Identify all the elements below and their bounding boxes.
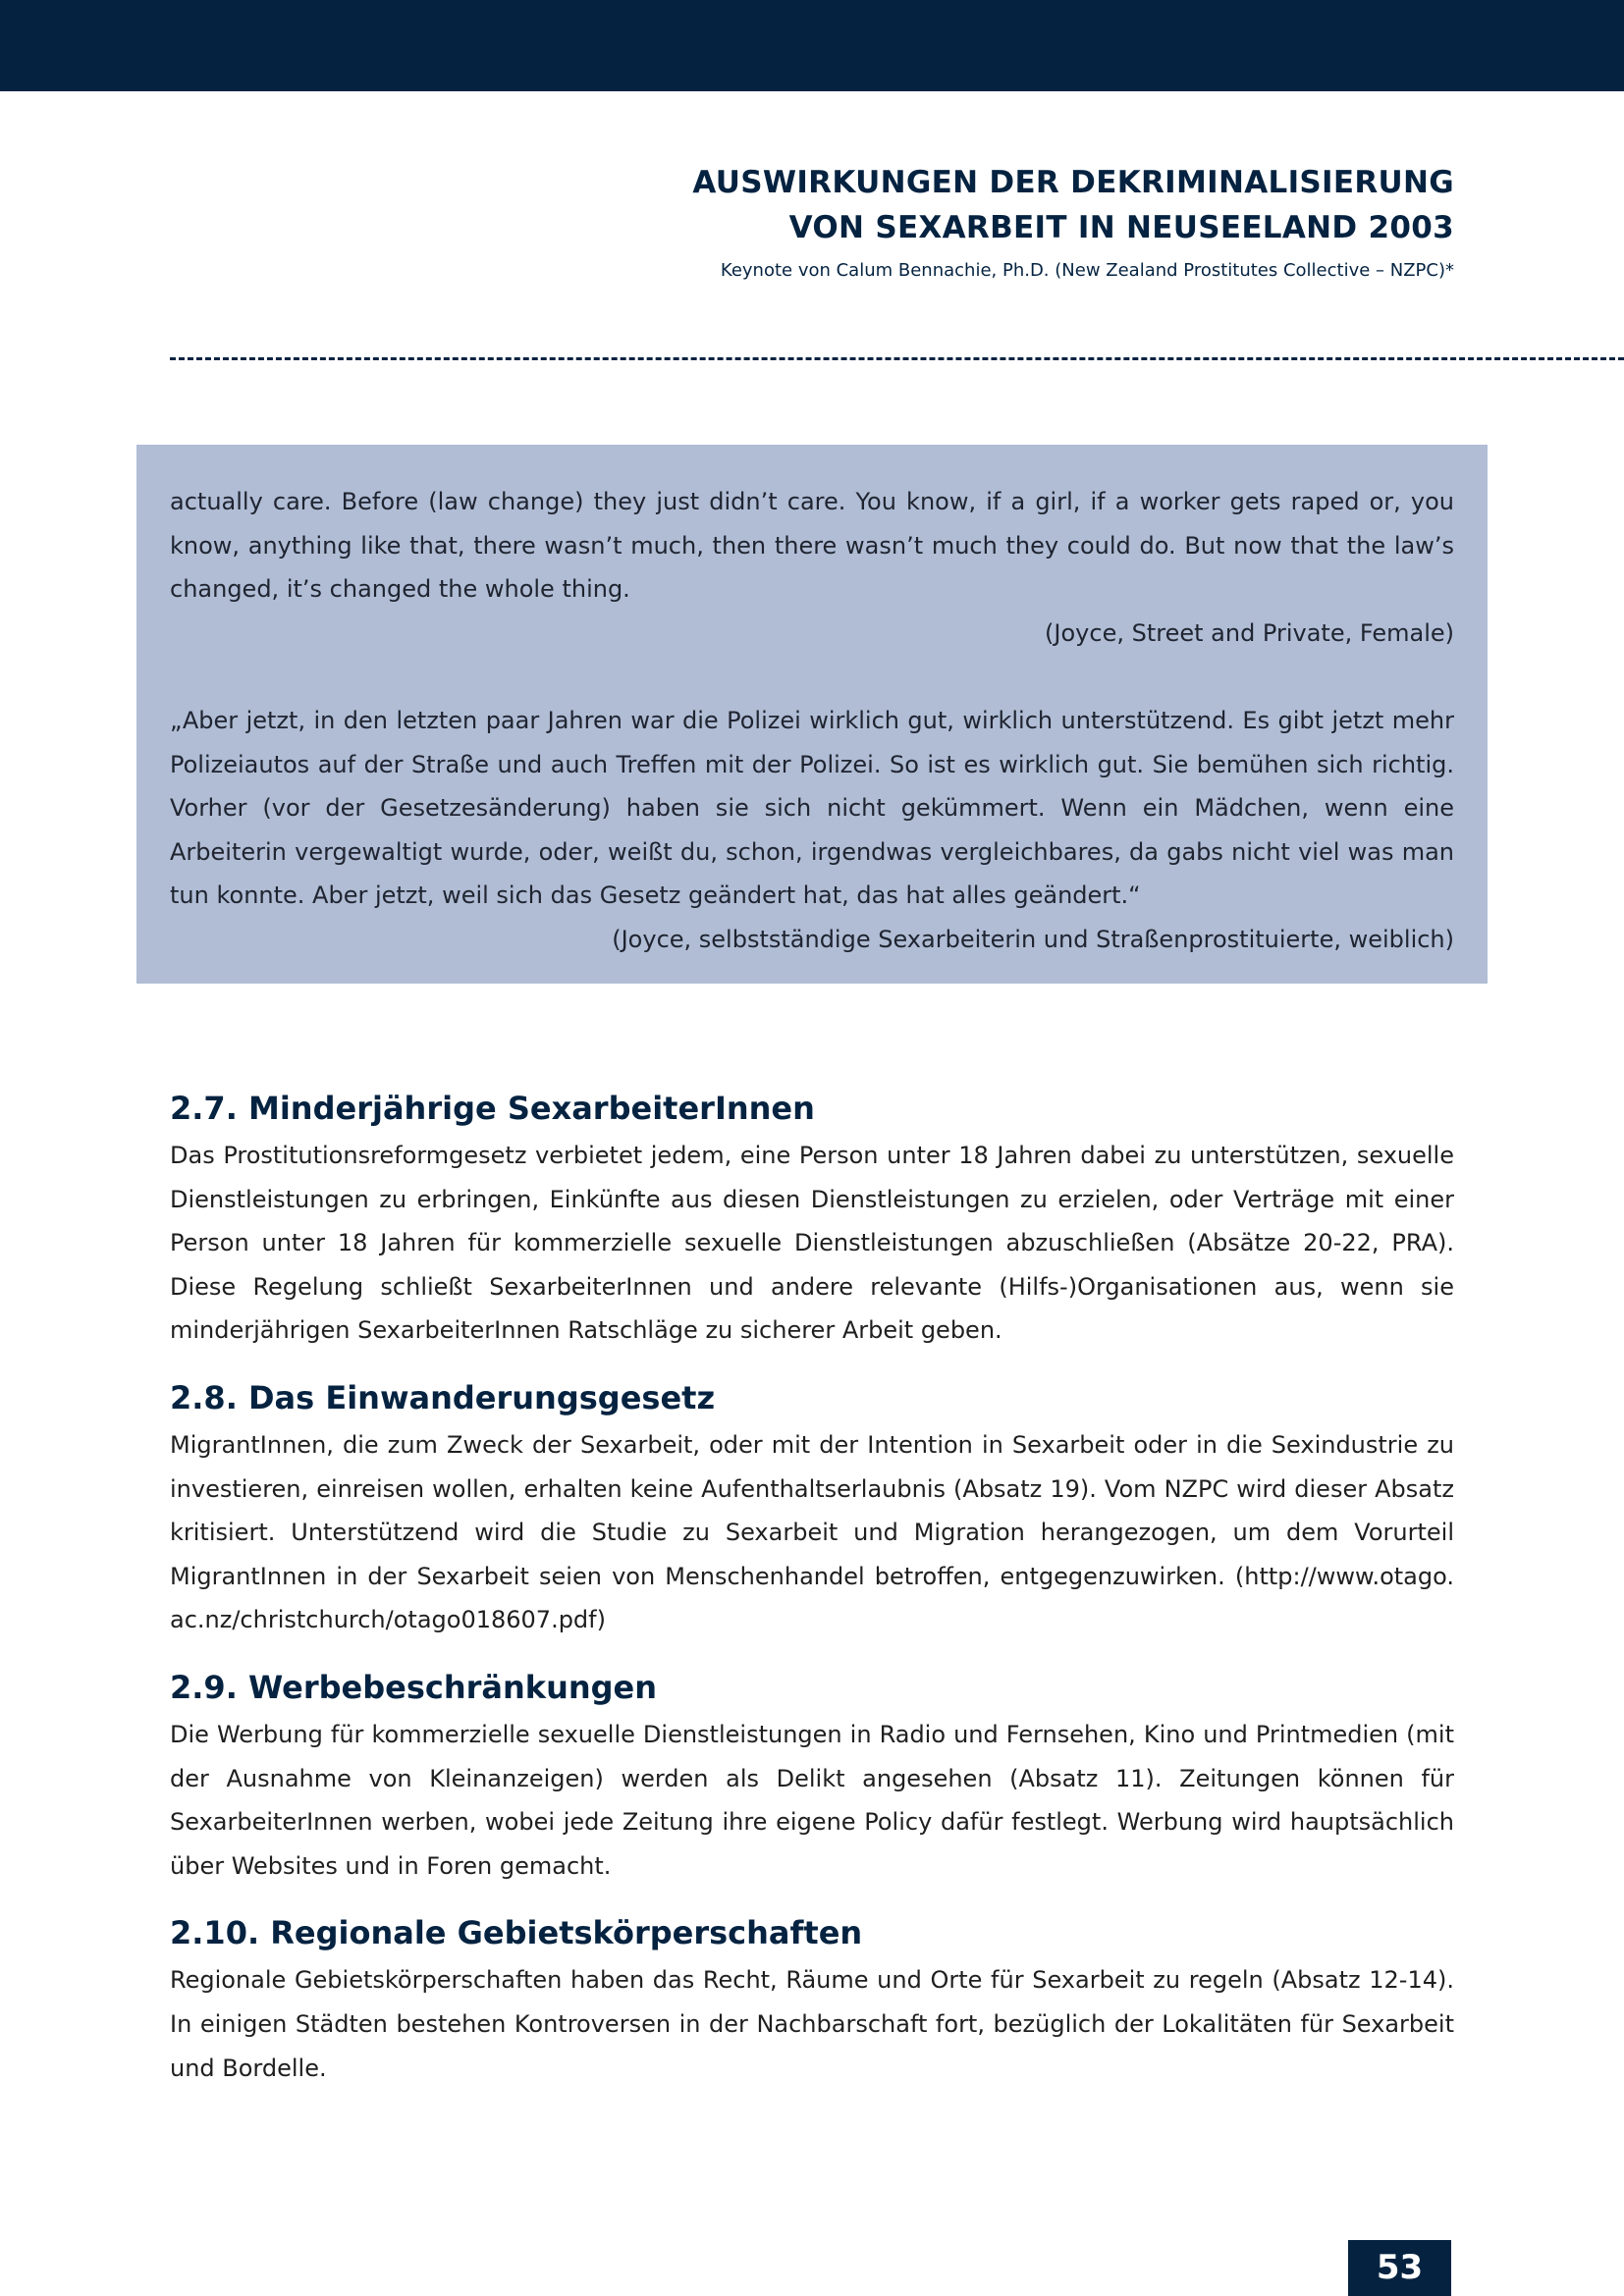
page-number: 53 [1348, 2240, 1451, 2296]
quote-german-text: „Aber jetzt, in den letzten paar Jahren war die Polizei wirklich gut, wirklich unterstützend. Es gibt jetzt mehr Polizeiautos auf der Straße und auch Treffen mit der Polizei. So ist es wirklich gut. Sie bemühen sich richtig. Vorher (vor der Gesetzesänderung) haben sie sich nicht gekümmert. Wenn ein Mädchen, wenn eine Arbeiterin vergewaltigt wurde, oder, weißt du, schon, irgendwas vergleichbares, da gabs nicht viel was man tun konnte. Aber jetzt, weil sich das Gesetz geändert hat, das hat alles geändert.“ [170, 706, 1454, 910]
header-subtitle: Keynote von Calum Bennachie, Ph.D. (New Zealand Prostitutes Collective – NZPC)* [720, 260, 1454, 281]
top-banner [0, 0, 1624, 91]
header-title-line-2: VON SEXARBEIT IN NEUSEELAND 2003 [788, 210, 1454, 245]
quote-german-attribution: (Joyce, selbstständige Sexarbeiterin und Straßenprostituierte, weiblich) [612, 925, 1454, 953]
section-heading: 2.7. Minderjährige SexarbeiterInnen [170, 1090, 815, 1127]
section-regional-authorities [170, 1907, 1454, 2090]
section-body: Regionale Gebietskörperschaften haben das Recht, Räume und Orte für Sexarbeit zu regeln (Absatz 12-14). In einigen Städten bestehen Kontroversen in der Nachbarschaft fort, bezüglich der Lokalitäten für Sexarbeit und Bordelle. [170, 1966, 1454, 2082]
section-body: Die Werbung für kommerzielle sexuelle Dienstleistungen in Radio und Fernsehen, Kino und Printmedien (mit der Ausnahme von Kleinanzeigen) werden als Delikt angesehen (Absatz 11). Zeitungen können für SexarbeiterInnen werben, wobei jede Zeitung ihre eigene Policy dafür festlegt. Werbung wird hauptsächlich über Websites und in Foren gemacht. [170, 1720, 1454, 1880]
quote-spacer [170, 655, 1454, 699]
section-heading: 2.10. Regionale Gebietskörperschaften [170, 1914, 863, 1952]
section-heading: 2.9. Werbebeschränkungen [170, 1668, 658, 1706]
section-advertising [170, 1662, 1454, 1888]
section-immigration [170, 1372, 1454, 1642]
page-header [374, 160, 1454, 286]
section-minors [170, 1083, 1454, 1353]
quote-english-text: actually care. Before (law change) they just didn’t care. You know, if a girl, if a worker gets raped or, you know, anything like that, there wasn’t much, then there wasn’t much they could do. But now that the law’s changed, it’s changed the whole thing. [170, 488, 1454, 604]
dashed-divider [170, 357, 1624, 360]
header-title-line-1: AUSWIRKUNGEN DER DEKRIMINALISIERUNG [692, 165, 1454, 200]
section-heading: 2.8. Das Einwanderungsgesetz [170, 1378, 716, 1416]
quote-box [136, 445, 1488, 984]
section-body: MigrantInnen, die zum Zweck der Sexarbeit, oder mit der Intention in Sexarbeit oder in die Sexindustrie zu investieren, einreisen wollen, erhalten keine Aufenthaltserlaubnis (Absatz 19). Vom NZPC wird dieser Absatz kritisiert. Unterstützend wird die Studie zu Sexarbeit und Migration herangezogen, um dem Vorurteil MigrantInnen in der Sexarbeit seien von Menschenhandel betroffen, entgegenzuwirken. (http://www.otago.​ac.nz/christchurch/otago018607.pdf) [170, 1430, 1454, 1634]
section-body: Das Prostitutionsreformgesetz verbietet jedem, eine Person unter 18 Jahren dabei zu unterstützen, sexuelle Dienstleistungen zu erbringen, Einkünfte aus diesen Dienstleistungen zu erzielen, oder Verträge mit einer Person unter 18 Jahren für kommerzielle sexuelle Dienstleistungen abzuschließen (Absätze 20-22, PRA). Diese Regelung schließt SexarbeiterInnen und andere relevante (Hilfs-)Organisationen aus, wenn sie minderjährigen SexarbeiterInnen Ratschläge zu sicherer Arbeit geben. [170, 1142, 1454, 1345]
main-content [170, 1083, 1454, 2109]
quote-english-attribution: (Joyce, Street and Private, Female) [1045, 618, 1454, 647]
